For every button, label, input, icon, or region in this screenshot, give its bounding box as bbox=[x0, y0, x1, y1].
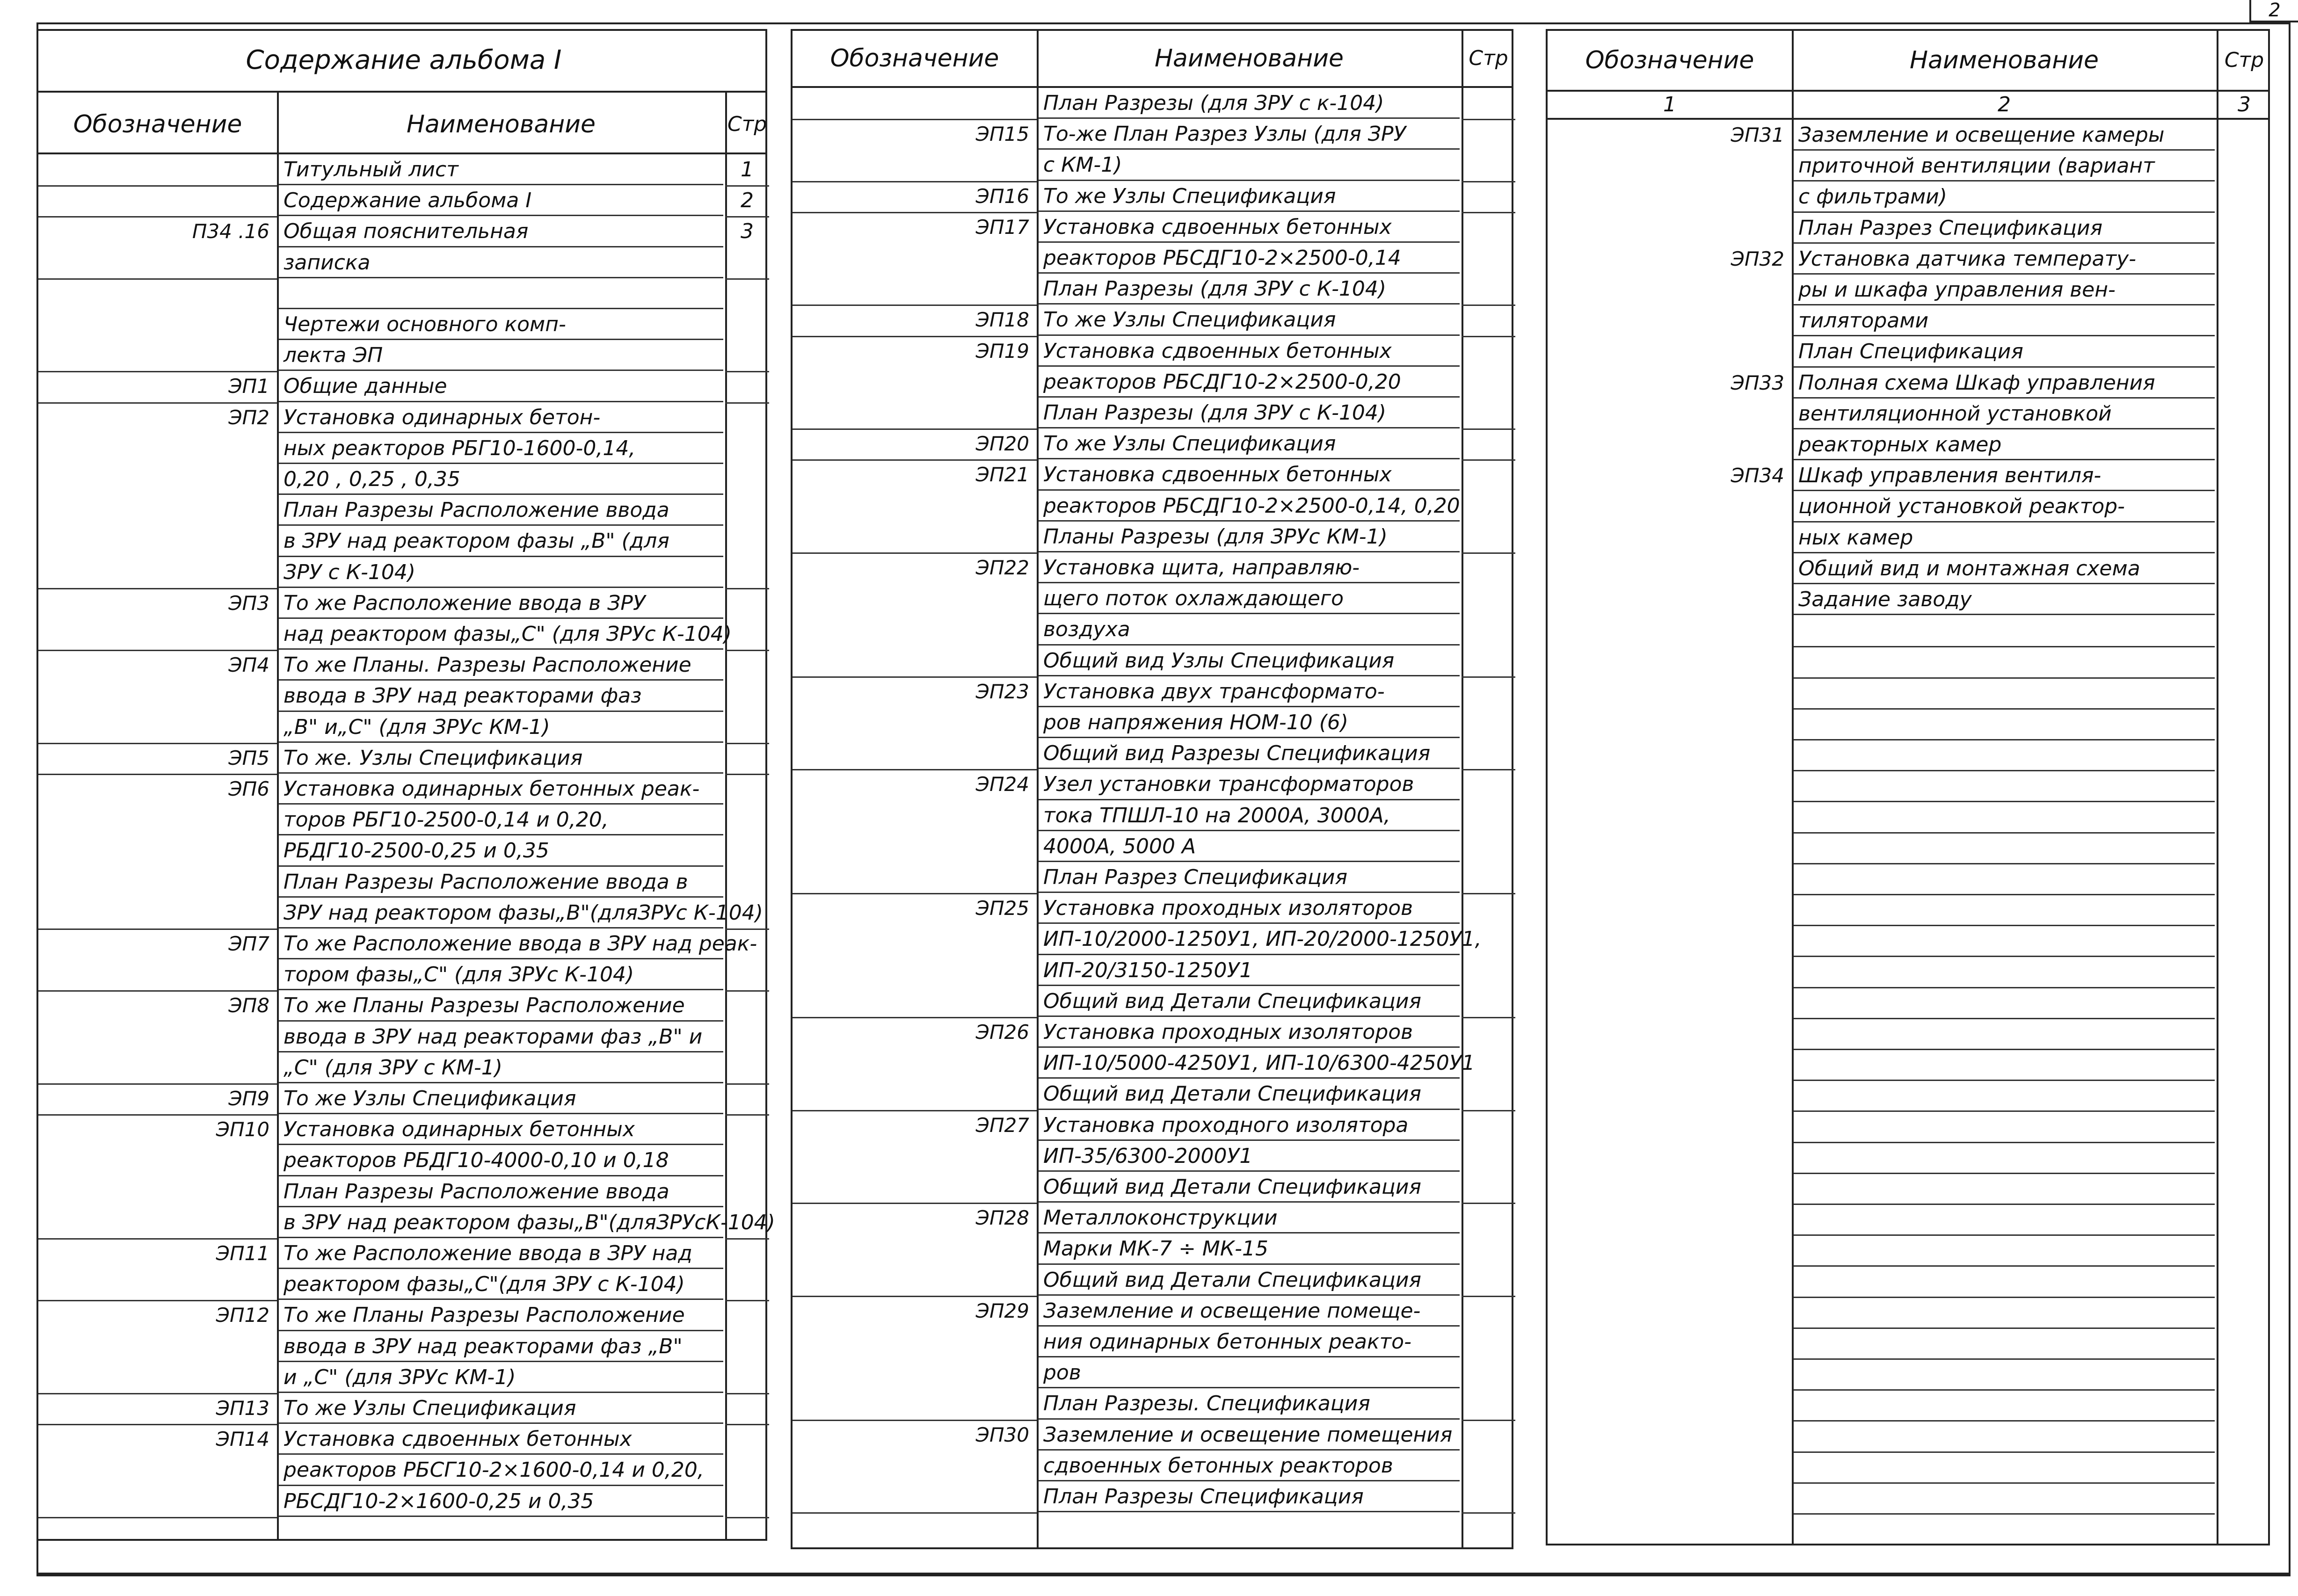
entry-name-line: с фильтрами) bbox=[1794, 181, 2215, 212]
contents-panel-right bbox=[1546, 29, 2270, 1545]
entry-name-line: Узел установки трансформаторов bbox=[1039, 769, 1460, 800]
column-separator bbox=[725, 93, 727, 1539]
entry-name-line: То же Узлы Спецификация bbox=[279, 1393, 723, 1424]
entry-name-line: Общий вид Узлы Спецификация bbox=[1039, 646, 1460, 676]
entry-name-line: ров bbox=[1039, 1357, 1460, 1388]
row-separator bbox=[1462, 336, 1515, 337]
entry-name-line: То же Узлы Спецификация bbox=[1039, 428, 1460, 459]
row-separator bbox=[725, 588, 769, 589]
entry-designation: ЭП6 bbox=[228, 777, 269, 800]
row-separator bbox=[725, 1083, 769, 1085]
entry-designation: ЭП9 bbox=[228, 1087, 269, 1110]
header-page: Стр bbox=[2224, 48, 2264, 72]
blank-ruled-line bbox=[1794, 1142, 2215, 1143]
entry-name-line: Чертежи основного комп- bbox=[279, 309, 723, 340]
blank-ruled-line bbox=[1794, 863, 2215, 864]
blank-ruled-line bbox=[1794, 1234, 2215, 1236]
blank-ruled-line bbox=[1794, 925, 2215, 926]
entry-name-line: ры и шкафа управления вен- bbox=[1794, 275, 2215, 305]
entry-name-line: Общий вид Разрезы Спецификация bbox=[1039, 738, 1460, 769]
blank-ruled-line bbox=[1794, 1358, 2215, 1360]
entry-name-line: Установка щита, направляю- bbox=[1039, 552, 1460, 583]
contents-panel-middle bbox=[791, 29, 1513, 1549]
entry-name-line: записка bbox=[279, 247, 723, 278]
row-separator bbox=[725, 278, 769, 280]
entry-name-line: лекта ЭП bbox=[279, 340, 723, 371]
entry-name-line: То же Расположение ввода в ЗРУ bbox=[279, 588, 723, 619]
entry-designation: ЭП17 bbox=[975, 215, 1029, 239]
entry-name-line: ИП-35/6300-2000У1 bbox=[1039, 1141, 1460, 1172]
entry-name-line: Общие данные bbox=[279, 371, 723, 402]
entry-name-line: То же Узлы Спецификация bbox=[1039, 305, 1460, 335]
entry-name-line: Общий вид Детали Спецификация bbox=[1039, 1079, 1460, 1110]
entry-designation: П34 .16 bbox=[192, 220, 269, 243]
entry-name-line: ИП-20/3150-1250У1 bbox=[1039, 955, 1460, 986]
entry-designation: ЭП20 bbox=[975, 432, 1029, 456]
row-separator bbox=[1462, 1017, 1515, 1018]
row-separator bbox=[725, 1114, 769, 1116]
row-separator bbox=[1462, 552, 1515, 554]
blank-ruled-line bbox=[1794, 1173, 2215, 1174]
blank-ruled-line bbox=[1794, 956, 2215, 957]
entry-designation: ЭП33 bbox=[1731, 371, 1784, 394]
entry-designation: ЭП1 bbox=[228, 375, 269, 398]
header-designation: Обозначение bbox=[1585, 46, 1754, 74]
entry-name-line: ввода в ЗРУ над реакторами фаз „В" bbox=[279, 1331, 723, 1362]
header-page: Стр bbox=[727, 112, 767, 136]
entry-name-line: сдвоенных бетонных реакторов bbox=[1039, 1451, 1460, 1481]
title-separator bbox=[38, 91, 765, 93]
entry-name-line: ИП-10/5000-4250У1, ИП-10/6300-4250У1 bbox=[1039, 1048, 1460, 1079]
entry-name-line: воздуха bbox=[1039, 614, 1460, 645]
entry-name-line: ния одинарных бетонных реакто- bbox=[1039, 1327, 1460, 1357]
entry-name-line: То же Планы Разрезы Расположение bbox=[279, 1300, 723, 1331]
row-separator bbox=[1462, 1110, 1515, 1111]
entry-name-line: Установка сдвоенных бетонных bbox=[1039, 459, 1460, 490]
entry-name-line: тором фазы„С" (для ЗРУс К-104) bbox=[279, 959, 723, 990]
entry-name-line: с КМ-1) bbox=[1039, 150, 1460, 181]
entry-designation: ЭП15 bbox=[975, 123, 1029, 146]
entry-designation: ЭП30 bbox=[975, 1423, 1029, 1446]
entry-name-line: Полная схема Шкаф управления bbox=[1794, 368, 2215, 399]
row-separator bbox=[1462, 305, 1515, 306]
sheet-bottom-border bbox=[36, 1574, 2291, 1576]
entry-name-line: Содержание альбома I bbox=[279, 185, 723, 216]
entry-name-line: ных реакторов РБГ10-1600-0,14, bbox=[279, 433, 723, 464]
entry-name-line: ных камер bbox=[1794, 522, 2215, 553]
entry-name-line: Металлоконструкции bbox=[1039, 1203, 1460, 1233]
blank-ruled-line bbox=[1794, 770, 2215, 771]
contents-panel-left bbox=[36, 29, 775, 1541]
blank-ruled-line bbox=[1794, 1451, 2215, 1453]
column-separator bbox=[1462, 31, 1463, 1547]
entry-name-line: тока ТПШЛ-10 на 2000А, 3000А, bbox=[1039, 800, 1460, 831]
entry-name-line: ЗРУ с К-104) bbox=[279, 557, 723, 588]
row-separator bbox=[725, 402, 769, 404]
entry-name-line: ввода в ЗРУ над реакторами фаз „В" и bbox=[279, 1022, 723, 1052]
entry-name-line: Общий вид Детали Спецификация bbox=[1039, 1172, 1460, 1203]
header-designation: Обозначение bbox=[73, 110, 242, 138]
row-separator bbox=[725, 1517, 769, 1518]
entry-name-line: реакторов РБДГ10-4000-0,10 и 0,18 bbox=[279, 1145, 723, 1176]
entry-name-line: Установка проходного изолятора bbox=[1039, 1110, 1460, 1141]
album-contents-title: Содержание альбома I bbox=[246, 45, 562, 75]
entry-designation: ЭП32 bbox=[1731, 247, 1784, 270]
entry-designation: ЭП3 bbox=[228, 591, 269, 615]
blank-ruled-line bbox=[1794, 1297, 2215, 1298]
entry-name-line: щего поток охлаждающего bbox=[1039, 583, 1460, 614]
entry-name-line: в ЗРУ над реактором фазы „В" (для bbox=[279, 526, 723, 557]
blank-ruled-line bbox=[1794, 801, 2215, 802]
row-separator bbox=[725, 743, 769, 744]
entry-name-line: реакторов РБСГ10-2×1600-0,14 и 0,20, bbox=[279, 1455, 723, 1486]
entry-name-line: Установка сдвоенных бетонных bbox=[1039, 212, 1460, 243]
entry-name-line: „В" и„С" (для ЗРУс КМ-1) bbox=[279, 712, 723, 743]
header-page: Стр bbox=[1469, 46, 1508, 70]
row-separator bbox=[725, 650, 769, 651]
header-name: Наименование bbox=[406, 110, 596, 138]
entry-name-line: То же Расположение ввода в ЗРУ над bbox=[279, 1238, 723, 1269]
row-separator bbox=[793, 1512, 1037, 1514]
entry-name-line: План Разрезы (для ЗРУ с К-104) bbox=[1039, 398, 1460, 428]
entry-name-line: План Разрез Спецификация bbox=[1794, 213, 2215, 244]
blank-ruled-line bbox=[1794, 708, 2215, 710]
blank-ruled-line bbox=[1794, 987, 2215, 988]
entry-name-line: 4000А, 5000 А bbox=[1039, 831, 1460, 862]
row-separator bbox=[725, 1238, 769, 1240]
row-separator bbox=[1462, 181, 1515, 182]
blank-ruled-line bbox=[1794, 1018, 2215, 1019]
entry-name-line: РБДГ10-2500-0,25 и 0,35 bbox=[279, 835, 723, 866]
entry-designation: ЭП8 bbox=[228, 994, 269, 1017]
row-separator bbox=[725, 371, 769, 372]
entry-name-line: реакторов РБСДГ10-2×2500-0,20 bbox=[1039, 367, 1460, 398]
entry-name-line: Установка одинарных бетонных bbox=[279, 1114, 723, 1145]
row-separator bbox=[1462, 1512, 1515, 1514]
entry-name-line: 0,20 , 0,25 , 0,35 bbox=[279, 464, 723, 495]
blank-ruled-line bbox=[1794, 646, 2215, 647]
entry-name-line: тиляторами bbox=[1794, 305, 2215, 336]
column-number-1: 1 bbox=[1663, 93, 1676, 116]
blank-ruled-line bbox=[1794, 1204, 2215, 1205]
entry-name-line: Установка двух трансформато- bbox=[1039, 676, 1460, 707]
entry-designation: ЭП2 bbox=[228, 406, 269, 429]
row-separator bbox=[1462, 428, 1515, 430]
entry-name-line: в ЗРУ над реактором фазы„В"(дляЗРУсК-104) bbox=[279, 1207, 723, 1238]
entry-name-line: То же Планы Разрезы Расположение bbox=[279, 990, 723, 1021]
entry-name-line: То же Узлы Спецификация bbox=[1039, 181, 1460, 212]
entry-name-line: План Разрезы Расположение ввода bbox=[279, 1176, 723, 1207]
entry-name-line: План Разрезы Расположение ввода в bbox=[279, 867, 723, 898]
row-separator bbox=[38, 1517, 277, 1518]
entry-name-line: торов РБГ10-2500-0,14 и 0,20, bbox=[279, 805, 723, 835]
column-number-2: 2 bbox=[1998, 93, 2011, 116]
entry-name-line: То-же План Разрез Узлы (для ЗРУ bbox=[1039, 119, 1460, 150]
entry-designation: ЭП25 bbox=[975, 897, 1029, 920]
blank-ruled-line bbox=[1794, 1420, 2215, 1422]
blank-ruled-line bbox=[1794, 1482, 2215, 1484]
entry-name-line: То же. Узлы Спецификация bbox=[279, 743, 723, 774]
row-separator bbox=[38, 278, 277, 280]
row-separator bbox=[1462, 119, 1515, 120]
entry-name-line: Шкаф управления вентиля- bbox=[1794, 460, 2215, 491]
entry-designation: ЭП7 bbox=[228, 932, 269, 955]
entry-designation: ЭП21 bbox=[975, 463, 1029, 486]
header-name: Наименование bbox=[1154, 44, 1344, 73]
entry-name-line: Задание заводу bbox=[1794, 584, 2215, 615]
entry-name-line: Установка сдвоенных бетонных bbox=[1039, 336, 1460, 367]
entry-name-line: То же Расположение ввода в ЗРУ над реак- bbox=[279, 929, 723, 959]
entry-designation: ЭП22 bbox=[975, 556, 1029, 579]
blank-ruled-line bbox=[1794, 1110, 2215, 1112]
entry-designation: ЭП34 bbox=[1731, 464, 1784, 487]
entry-name-line: Марки МК-7 ÷ МК-15 bbox=[1039, 1233, 1460, 1264]
row-separator bbox=[725, 774, 769, 775]
row-separator bbox=[725, 1393, 769, 1394]
blank-ruled-line bbox=[1794, 894, 2215, 895]
entry-name-line: Титульный лист bbox=[279, 154, 723, 185]
entry-designation: ЭП4 bbox=[228, 653, 269, 677]
row-separator bbox=[725, 1424, 769, 1425]
row-separator bbox=[38, 185, 277, 187]
entry-name-line: Установка проходных изоляторов bbox=[1039, 893, 1460, 924]
entry-designation: ЭП11 bbox=[216, 1242, 269, 1265]
entry-name-line: ционной установкой реактор- bbox=[1794, 491, 2215, 522]
blank-ruled-line bbox=[1794, 832, 2215, 834]
blank-ruled-line bbox=[1794, 1080, 2215, 1081]
entry-name-line: и „С" (для ЗРУс КМ-1) bbox=[279, 1362, 723, 1393]
entry-name-line: Общая пояснительная bbox=[279, 216, 723, 247]
entry-name-line: Общий вид и монтажная схема bbox=[1794, 553, 2215, 584]
entry-name-line: ИП-10/2000-1250У1, ИП-20/2000-1250У1, bbox=[1039, 924, 1460, 955]
blank-ruled-line bbox=[1794, 1328, 2215, 1329]
entry-name-line: Установка одинарных бетонных реак- bbox=[279, 774, 723, 805]
entry-name-line: реакторов РБСДГ10-2×2500-0,14, 0,20 bbox=[1039, 491, 1460, 522]
entry-name-line: РБСДГ10-2×1600-0,25 и 0,35 bbox=[279, 1486, 723, 1517]
entry-name-line: „С" (для ЗРУ с КМ-1) bbox=[279, 1052, 723, 1083]
entry-name-line: приточной вентиляции (вариант bbox=[1794, 151, 2215, 181]
row-separator bbox=[1462, 1420, 1515, 1421]
entry-name-line: ввода в ЗРУ над реакторами фаз bbox=[279, 681, 723, 711]
blank-ruled-line bbox=[1794, 1265, 2215, 1267]
entry-designation: ЭП28 bbox=[975, 1206, 1029, 1230]
entry-name-line: над реактором фазы„С" (для ЗРУс К-104) bbox=[279, 619, 723, 650]
entry-name-line: Заземление и освещение помещения bbox=[1039, 1420, 1460, 1451]
entry-designation: ЭП23 bbox=[975, 680, 1029, 703]
entry-designation: ЭП14 bbox=[216, 1428, 269, 1451]
entry-designation: ЭП27 bbox=[975, 1113, 1029, 1137]
entry-designation: ЭП10 bbox=[216, 1118, 269, 1141]
entry-name-line: План Разрезы Спецификация bbox=[1039, 1481, 1460, 1512]
entry-name-line: План Разрезы Расположение ввода bbox=[279, 495, 723, 526]
entry-designation: ЭП26 bbox=[975, 1021, 1029, 1044]
row-separator bbox=[1462, 893, 1515, 894]
entry-name-line: Установка проходных изоляторов bbox=[1039, 1017, 1460, 1048]
header-designation: Обозначение bbox=[830, 44, 999, 73]
entry-name-line: То же Планы. Разрезы Расположение bbox=[279, 650, 723, 681]
entry-name-line: Установка датчика температу- bbox=[1794, 244, 2215, 275]
entry-name-line: План Разрезы (для ЗРУ с К-104) bbox=[1039, 274, 1460, 305]
entry-name-line: ров напряжения НОМ-10 (6) bbox=[1039, 707, 1460, 738]
entry-page: 3 bbox=[741, 219, 754, 244]
entry-name-line: Заземление и освещение камеры bbox=[1794, 120, 2215, 151]
row-separator bbox=[1462, 1296, 1515, 1297]
entry-name-line: Заземление и освещение помеще- bbox=[1039, 1296, 1460, 1327]
blank-ruled-line bbox=[1794, 739, 2215, 740]
row-separator bbox=[725, 990, 769, 992]
entry-designation: ЭП12 bbox=[216, 1304, 269, 1327]
entry-page: 1 bbox=[741, 158, 754, 181]
entry-name-line: План Разрезы. Спецификация bbox=[1039, 1388, 1460, 1419]
row-separator bbox=[1462, 769, 1515, 770]
blank-ruled-line bbox=[1794, 1389, 2215, 1391]
row-separator bbox=[1462, 676, 1515, 678]
blank-ruled-line bbox=[1794, 677, 2215, 679]
entry-name-line: реакторов РБСДГ10-2×2500-0,14 bbox=[1039, 243, 1460, 274]
header-name: Наименование bbox=[1909, 46, 2099, 74]
entry-designation: ЭП13 bbox=[216, 1397, 269, 1420]
entry-name-line: План Спецификация bbox=[1794, 336, 2215, 367]
entry-page: 2 bbox=[741, 189, 754, 213]
row-separator bbox=[725, 1300, 769, 1301]
entry-name-line: То же Узлы Спецификация bbox=[279, 1083, 723, 1114]
entry-designation: ЭП19 bbox=[975, 339, 1029, 363]
column-number-3: 3 bbox=[2238, 93, 2251, 116]
entry-designation: ЭП16 bbox=[975, 184, 1029, 208]
blank-ruled-line bbox=[1794, 1049, 2215, 1050]
entry-name-line: Общий вид Детали Спецификация bbox=[1039, 1265, 1460, 1296]
entry-designation: ЭП24 bbox=[975, 773, 1029, 796]
entry-designation: ЭП31 bbox=[1731, 123, 1784, 146]
column-separator bbox=[2217, 31, 2218, 1544]
entry-name-line: Установка сдвоенных бетонных bbox=[279, 1424, 723, 1455]
row-separator bbox=[1462, 459, 1515, 461]
entry-designation: ЭП29 bbox=[975, 1299, 1029, 1322]
entry-name-line: реакторных камер bbox=[1794, 429, 2215, 460]
entry-name-line: ЗРУ над реактором фазы„В"(дляЗРУс К-104) bbox=[279, 898, 723, 929]
blank-ruled-line bbox=[1794, 1513, 2215, 1515]
entry-designation: ЭП18 bbox=[975, 308, 1029, 332]
entry-name-line: реактором фазы„С"(для ЗРУ с К-104) bbox=[279, 1269, 723, 1300]
entry-name-line: вентиляционной установкой bbox=[1794, 399, 2215, 429]
entry-name-line: Планы Разрезы (для ЗРУс КМ-1) bbox=[1039, 522, 1460, 552]
entry-name-line: Общий вид Детали Спецификация bbox=[1039, 986, 1460, 1017]
row-separator bbox=[725, 929, 769, 930]
entry-name-line: План Разрезы (для ЗРУ с к-104) bbox=[1039, 88, 1460, 119]
entry-name-line bbox=[279, 278, 723, 309]
entry-designation: ЭП5 bbox=[228, 746, 269, 769]
entry-name-line: План Разрез Спецификация bbox=[1039, 862, 1460, 893]
entry-name-line: Установка одинарных бетон- bbox=[279, 402, 723, 433]
row-separator bbox=[1462, 212, 1515, 213]
sheet-number: 2 bbox=[2249, 0, 2298, 22]
row-separator bbox=[1462, 1203, 1515, 1204]
